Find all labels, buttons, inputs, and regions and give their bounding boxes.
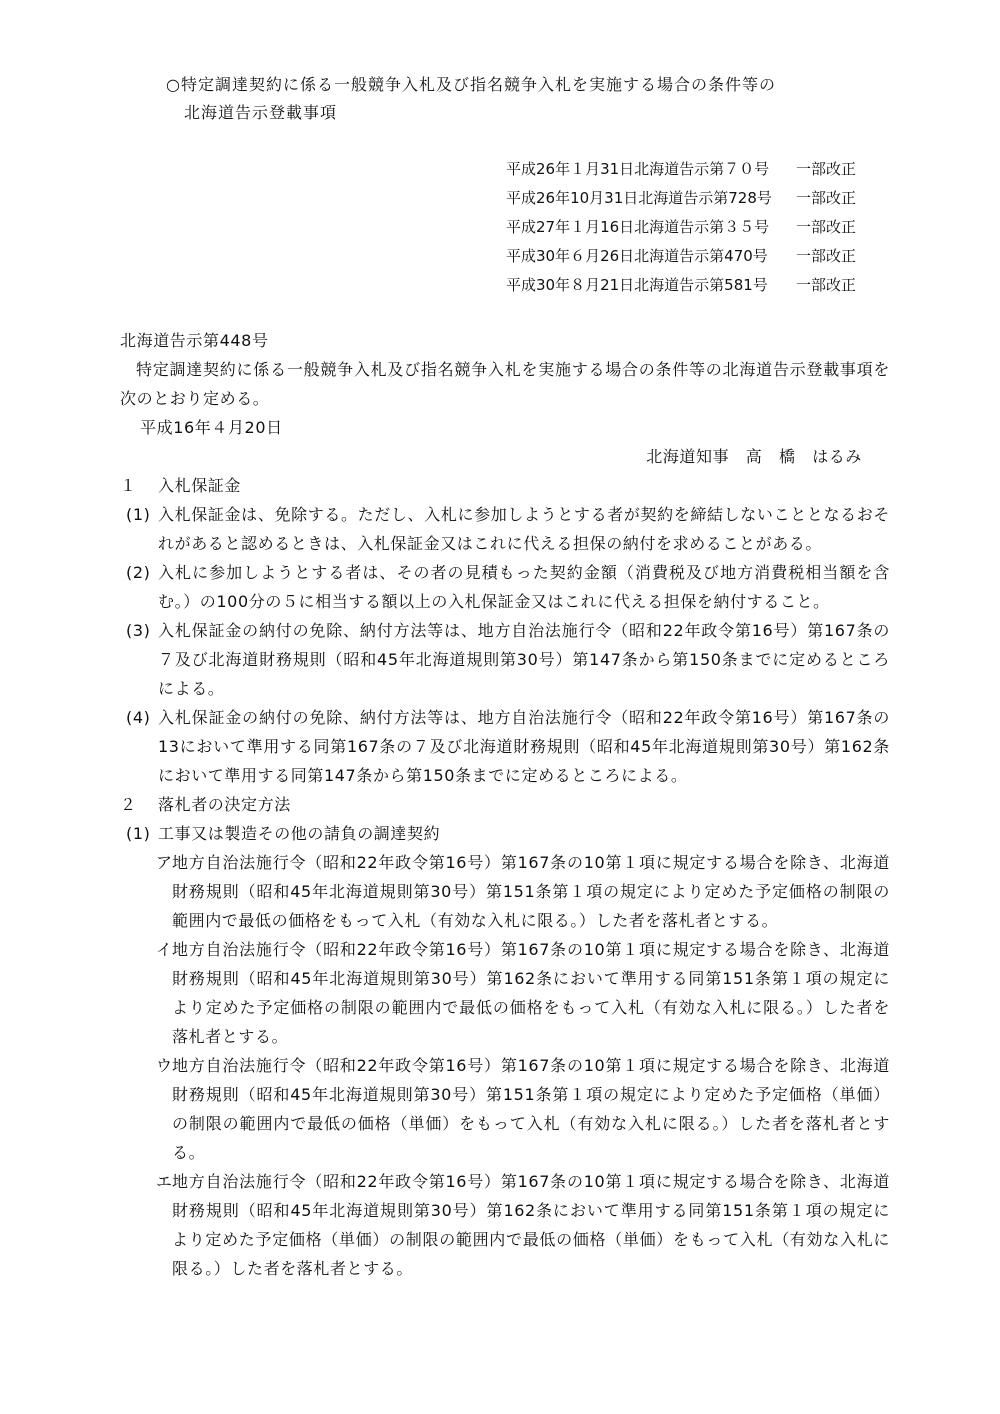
amendment-type: 一部改正 — [796, 247, 857, 265]
item-text: 工事又は製造その他の請負の調達契約 — [158, 824, 441, 843]
sub-item — [120, 1167, 890, 1283]
item-label: (1) — [126, 505, 151, 524]
sub-item-label: イ — [156, 940, 173, 959]
amendment-type: 一部改正 — [796, 160, 857, 178]
section-number: １ — [120, 476, 137, 495]
sub-item-text: 地方自治法施行令（昭和22年政令第16号）第167条の10第１項に規定する場合を除き、北海道財務規則（昭和45年北海道規則第30号）第151条第１項の規定により定めた予定価格の制限の範囲内で最低の価格をもって入札（有効な入札に限る。）した者を落札者とする。 — [172, 853, 890, 930]
item-label: (4) — [126, 708, 151, 727]
amendment-row — [506, 271, 886, 300]
section-item — [120, 616, 890, 703]
amendment-row — [506, 213, 886, 242]
sub-item — [120, 935, 890, 1051]
notice-text: 特定調達契約に係る一般競争入札及び指名競争入札を実施する場合の条件等の北海道告示登載事項を次のとおり定める。 — [120, 360, 890, 408]
document-body — [120, 326, 890, 1283]
section-number: ２ — [120, 795, 137, 814]
document-title-line2: 北海道告示登載事項 — [184, 103, 338, 122]
item-label: (2) — [126, 563, 151, 582]
sub-item-text: 地方自治法施行令（昭和22年政令第16号）第167条の10第１項に規定する場合を除き、北海道財務規則（昭和45年北海道規則第30号）第162条において準用する同第151条第１項の規定により定めた予定価格（単価）の制限の範囲内で最低の価格（単価）をもって入札（有効な入札に限る。）した者を落札者とする。 — [172, 1172, 890, 1278]
notice-number: 北海道告示第448号 — [120, 331, 269, 350]
section-heading — [120, 790, 890, 819]
amendment-type: 一部改正 — [796, 189, 857, 207]
amendment-type: 一部改正 — [796, 218, 857, 236]
item-text: 入札保証金は、免除する。ただし、入札に参加しようとする者が契約を締結しないこととなるおそれがあると認めるときは、入札保証金又はこれに代える担保の納付を求めることがある。 — [158, 505, 890, 553]
item-text: 入札に参加しようとする者は、その者の見積もった契約金額（消費税及び地方消費税相当額を含む。）の100分の５に相当する額以上の入札保証金又はこれに代える担保を納付すること。 — [158, 563, 890, 611]
sub-item-label: エ — [156, 1172, 173, 1191]
document-title-line1: ○特定調達契約に係る一般競争入札及び指名競争入札を実施する場合の条件等の — [166, 75, 776, 94]
section-item — [120, 819, 890, 848]
item-text: 入札保証金の納付の免除、納付方法等は、地方自治法施行令（昭和22年政令第16号）第167条の13において準用する同第167条の７及び北海道財務規則（昭和45年北海道規則第30号）第162条において準用する同第147条から第150条までに定めるところによる。 — [158, 708, 890, 785]
amendment-row — [506, 242, 886, 271]
amendment-ref: 平成30年６月26日北海道告示第470号 — [506, 247, 768, 265]
sub-item-label: ウ — [156, 1056, 173, 1075]
sub-item-text: 地方自治法施行令（昭和22年政令第16号）第167条の10第１項に規定する場合を除き、北海道財務規則（昭和45年北海道規則第30号）第151条第１項の規定により定めた予定価格（単価）の制限の範囲内で最低の価格（単価）をもって入札（有効な入札に限る。）した者を落札者とする。 — [172, 1056, 890, 1162]
sub-item — [120, 848, 890, 935]
notice-date: 平成16年４月20日 — [140, 418, 283, 437]
section-item — [120, 558, 890, 616]
section-title: 入札保証金 — [158, 476, 242, 495]
sub-item — [120, 1051, 890, 1167]
sub-item-label: ア — [156, 853, 173, 872]
amendment-row — [506, 184, 886, 213]
amendment-ref: 平成30年８月21日北海道告示第581号 — [506, 276, 768, 294]
section-heading — [120, 471, 890, 500]
amendment-ref: 平成27年１月16日北海道告示第３５号 — [506, 218, 770, 236]
section-title: 落札者の決定方法 — [158, 795, 291, 814]
item-text: 入札保証金の納付の免除、納付方法等は、地方自治法施行令（昭和22年政令第16号）第167条の７及び北海道財務規則（昭和45年北海道規則第30号）第147条から第150条までに定めるところによる。 — [158, 621, 890, 698]
amendment-row — [506, 155, 886, 184]
governor-signature: 北海道知事 高 橋 はるみ — [646, 447, 862, 466]
item-label: (3) — [126, 621, 151, 640]
amendment-ref: 平成26年10月31日北海道告示第728号 — [506, 189, 772, 207]
sub-item-text: 地方自治法施行令（昭和22年政令第16号）第167条の10第１項に規定する場合を除き、北海道財務規則（昭和45年北海道規則第30号）第162条において準用する同第151条第１項の規定により定めた予定価格の制限の範囲内で最低の価格をもって入札（有効な入札に限る。）した者を落札者とする。 — [172, 940, 890, 1046]
section-item — [120, 703, 890, 790]
section-item — [120, 500, 890, 558]
amendment-type: 一部改正 — [796, 276, 857, 294]
amendment-ref: 平成26年１月31日北海道告示第７０号 — [506, 160, 770, 178]
amendment-history — [506, 155, 886, 300]
item-label: (1) — [126, 824, 151, 843]
